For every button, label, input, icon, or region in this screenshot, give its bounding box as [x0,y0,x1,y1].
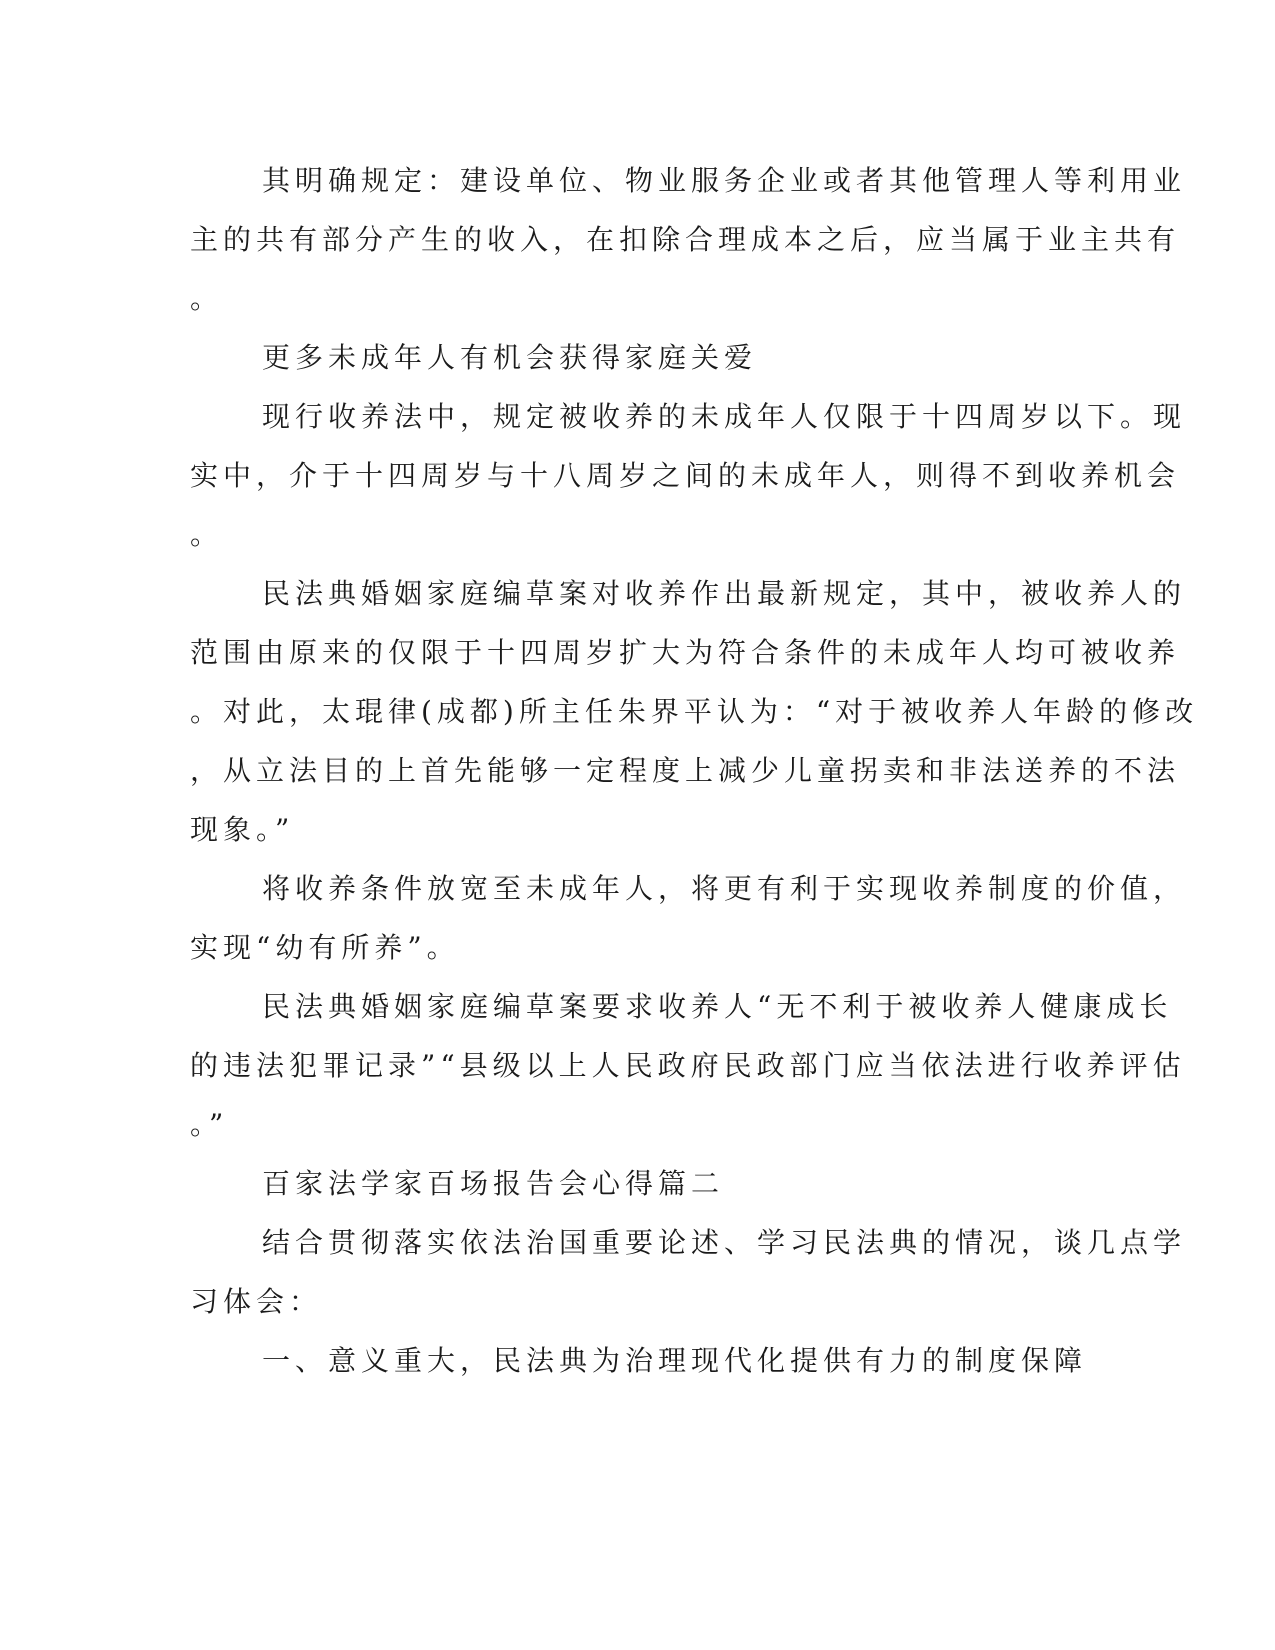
paragraph-line: 实现“幼有所养”。 [190,931,460,964]
paragraph-line: 范围由原来的仅限于十四周岁扩大为符合条件的未成年人均可被收养 [190,636,1181,669]
paragraph-line: 。对此，太琨律(成都)所主任朱界平认为：“对于被收养人年龄的修改 [190,695,1199,728]
paragraph-line: 。” [190,1108,229,1141]
paragraph-line: 结合贯彻落实依法治国重要论述、学习民法典的情况，谈几点学 [262,1226,1187,1259]
paragraph-line: 的违法犯罪记录”“县级以上人民政府民政部门应当依法进行收养评估 [190,1049,1186,1082]
paragraph-line: 民法典婚姻家庭编草案要求收养人“无不利于被收养人健康成长 [262,990,1173,1023]
paragraph-line: 。 [190,282,224,315]
paragraph-line: 民法典婚姻家庭编草案对收养作出最新规定，其中，被收养人的 [262,577,1187,610]
section-heading: 更多未成年人有机会获得家庭关爱 [262,341,758,374]
paragraph-line: 习体会： [190,1285,323,1318]
section-heading: 一、意义重大，民法典为治理现代化提供有力的制度保障 [262,1344,1088,1377]
paragraph-line: 。 [190,518,224,551]
paragraph-line: 将收养条件放宽至未成年人，将更有利于实现收养制度的价值， [262,872,1187,905]
paragraph-line: 现象。” [190,813,295,846]
paragraph-line: 主的共有部分产生的收入，在扣除合理成本之后，应当属于业主共有 [190,223,1181,256]
paragraph-line: 现行收养法中，规定被收养的未成年人仅限于十四周岁以下。现 [262,400,1187,433]
section-heading: 百家法学家百场报告会心得篇二 [262,1167,725,1200]
paragraph-line: ，从立法目的上首先能够一定程度上减少儿童拐卖和非法送养的不法 [190,754,1181,787]
paragraph-line: 其明确规定：建设单位、物业服务企业或者其他管理人等利用业 [262,164,1187,197]
paragraph-line: 实中，介于十四周岁与十八周岁之间的未成年人，则得不到收养机会 [190,459,1181,492]
